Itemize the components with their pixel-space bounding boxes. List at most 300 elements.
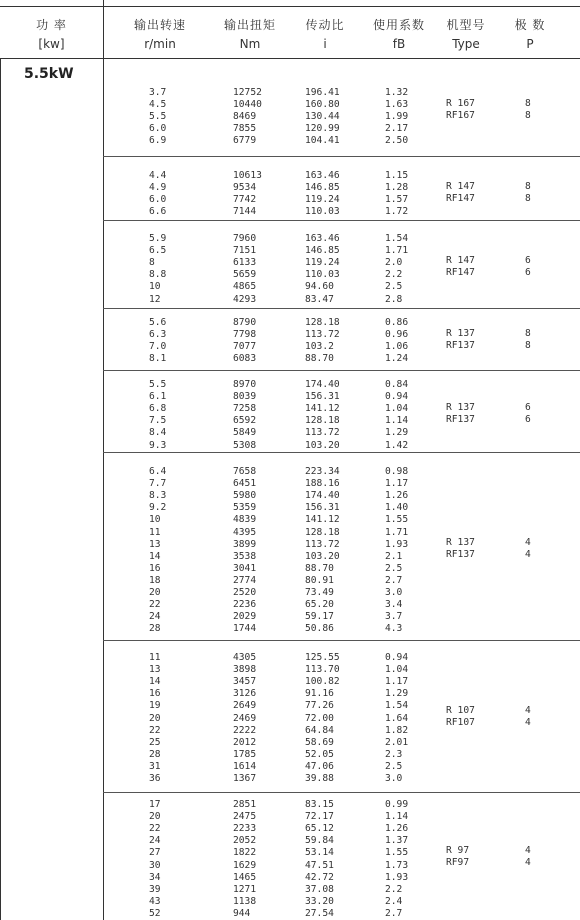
cell-fb: 1.72 [385, 206, 409, 218]
cell-speed: 31 [149, 760, 161, 772]
cell-poles: 4 [525, 549, 531, 561]
cell-fb: 1.55 [385, 514, 409, 526]
cell-torque: 2052 [233, 835, 257, 847]
cell-fb: 1.54 [385, 700, 409, 712]
cell-ratio: 120.99 [305, 123, 340, 135]
cell-speed: 20 [149, 811, 161, 823]
cell-ratio: 72.17 [305, 811, 334, 823]
cell-fb: 3.7 [385, 611, 403, 623]
cell-type: RF137 [446, 340, 475, 352]
cell-torque: 10440 [233, 99, 262, 111]
cell-poles: 4 [525, 717, 531, 729]
power-column-divider [103, 0, 104, 920]
cell-poles: 4 [525, 705, 531, 716]
cell-fb: 2.5 [385, 562, 403, 574]
cell-ratio: 188.16 [305, 478, 340, 490]
cell-type: R 97 [446, 845, 470, 856]
cell-ratio: 83.47 [305, 293, 334, 305]
cell-fb: 1.93 [385, 538, 409, 550]
header-ratio [285, 0, 365, 58]
cell-speed: 11 [149, 652, 161, 663]
cell-torque: 7798 [233, 329, 257, 341]
cell-ratio: 128.18 [305, 526, 340, 538]
cell-ratio: 113.72 [305, 329, 340, 341]
cell-speed: 10 [149, 281, 161, 293]
cell-fb: 1.14 [385, 415, 409, 427]
cell-type: RF97 [446, 857, 470, 869]
cell-speed: 6.4 [149, 466, 167, 477]
cell-torque: 12752 [233, 87, 262, 98]
cell-fb: 1.24 [385, 353, 409, 365]
cell-fb: 2.2 [385, 269, 403, 281]
cell-torque: 5308 [233, 439, 257, 451]
cell-torque: 1271 [233, 883, 257, 895]
cell-type: RF147 [446, 193, 475, 205]
header-speed-unit: r/min [144, 37, 176, 51]
header-poles-unit: P [526, 37, 534, 51]
cell-ratio: 146.85 [305, 182, 340, 194]
cell-torque: 6592 [233, 415, 257, 427]
cell-speed: 9.3 [149, 439, 167, 451]
cell-speed: 52 [149, 907, 161, 919]
cell-speed: 11 [149, 526, 161, 538]
cell-speed: 17 [149, 799, 161, 810]
cell-torque: 2233 [233, 823, 257, 835]
cell-poles: 6 [525, 255, 531, 266]
cell-speed: 22 [149, 724, 161, 736]
header-speed [120, 0, 200, 58]
cell-torque: 5659 [233, 269, 257, 281]
cell-ratio: 64.84 [305, 724, 334, 736]
cell-poles: 6 [525, 402, 531, 413]
cell-type: RF107 [446, 717, 475, 729]
header-torque-label: 输出扭矩 [223, 18, 276, 32]
cell-ratio: 80.91 [305, 574, 334, 586]
header-type [427, 0, 505, 58]
cell-ratio: 37.08 [305, 883, 334, 895]
cell-speed: 4.5 [149, 99, 167, 111]
cell-fb: 1.71 [385, 526, 409, 538]
cell-speed: 7.0 [149, 341, 167, 353]
cell-fb: 1.57 [385, 194, 409, 206]
cell-speed: 16 [149, 688, 161, 700]
cell-fb: 1.55 [385, 847, 409, 859]
cell-torque: 4395 [233, 526, 257, 538]
cell-fb: 3.0 [385, 773, 403, 784]
cell-ratio: 141.12 [305, 403, 340, 415]
cell-ratio: 113.70 [305, 664, 340, 676]
cell-speed: 4.9 [149, 182, 167, 194]
cell-ratio: 196.41 [305, 87, 340, 98]
cell-fb: 1.04 [385, 403, 409, 415]
cell-fb: 1.54 [385, 233, 409, 244]
cell-torque: 3898 [233, 664, 257, 676]
cell-ratio: 72.00 [305, 712, 334, 724]
cell-speed: 14 [149, 676, 161, 688]
cell-fb: 2.4 [385, 895, 403, 907]
group-separator [103, 156, 580, 157]
cell-type: R 147 [446, 255, 475, 266]
cell-fb: 2.5 [385, 281, 403, 293]
cell-speed: 7.7 [149, 478, 167, 490]
cell-torque: 6133 [233, 257, 257, 269]
cell-torque: 7855 [233, 123, 257, 135]
power-value: 5.5kW [24, 66, 74, 82]
cell-fb: 0.96 [385, 329, 409, 341]
cell-poles: 6 [525, 267, 531, 279]
cell-torque: 5359 [233, 502, 257, 514]
cell-ratio: 146.85 [305, 245, 340, 257]
cell-poles: 6 [525, 414, 531, 426]
cell-fb: 1.63 [385, 99, 409, 111]
cell-torque: 4305 [233, 652, 257, 663]
header-bottom-rule [0, 58, 580, 59]
cell-type: RF137 [446, 414, 475, 426]
cell-speed: 16 [149, 562, 161, 574]
cell-torque: 7144 [233, 206, 257, 218]
cell-fb: 1.37 [385, 835, 409, 847]
cell-poles: 4 [525, 537, 531, 548]
cell-poles: 8 [525, 340, 531, 352]
cell-ratio: 104.41 [305, 135, 340, 147]
cell-torque: 1744 [233, 623, 257, 635]
cell-ratio: 47.51 [305, 859, 334, 871]
cell-fb: 1.64 [385, 712, 409, 724]
cell-speed: 19 [149, 700, 161, 712]
cell-fb: 2.17 [385, 123, 409, 135]
cell-ratio: 88.70 [305, 562, 334, 574]
cell-ratio: 103.2 [305, 341, 334, 353]
cell-speed: 4.4 [149, 170, 167, 181]
cell-speed: 18 [149, 574, 161, 586]
cell-type: R 137 [446, 537, 475, 548]
cell-ratio: 163.46 [305, 170, 340, 181]
cell-speed: 6.8 [149, 403, 167, 415]
header-type-label: 机型号 [446, 18, 486, 32]
cell-speed: 28 [149, 623, 161, 635]
cell-torque: 10613 [233, 170, 262, 181]
cell-speed: 6.1 [149, 391, 167, 403]
cell-fb: 1.40 [385, 502, 409, 514]
cell-fb: 2.2 [385, 883, 403, 895]
group-separator [103, 220, 580, 221]
cell-ratio: 83.15 [305, 799, 334, 810]
cell-speed: 36 [149, 773, 161, 784]
cell-torque: 6451 [233, 478, 257, 490]
cell-ratio: 130.44 [305, 111, 340, 123]
cell-ratio: 53.14 [305, 847, 334, 859]
cell-torque: 1822 [233, 847, 257, 859]
header-poles-label: 极 数 [514, 18, 546, 32]
header-factor-label: 使用系数 [372, 18, 425, 32]
cell-speed: 8.1 [149, 353, 167, 365]
cell-speed: 8 [149, 257, 155, 269]
cell-torque: 1465 [233, 871, 257, 883]
cell-speed: 5.6 [149, 317, 167, 328]
cell-fb: 3.0 [385, 587, 403, 598]
cell-poles: 8 [525, 328, 531, 339]
group-separator [103, 452, 580, 453]
cell-ratio: 33.20 [305, 895, 334, 907]
cell-poles: 4 [525, 845, 531, 856]
header-ratio-unit: i [323, 37, 327, 51]
cell-torque: 6083 [233, 353, 257, 365]
cell-torque: 4865 [233, 281, 257, 293]
cell-speed: 8.8 [149, 269, 167, 281]
cell-torque: 8469 [233, 111, 257, 123]
cell-torque: 2012 [233, 736, 257, 748]
cell-torque: 7960 [233, 233, 257, 244]
cell-speed: 10 [149, 514, 161, 526]
cell-speed: 39 [149, 883, 161, 895]
cell-torque: 7077 [233, 341, 257, 353]
cell-poles: 8 [525, 98, 531, 109]
cell-ratio: 50.86 [305, 623, 334, 635]
cell-ratio: 119.24 [305, 194, 340, 206]
cell-fb: 2.50 [385, 135, 409, 147]
cell-ratio: 47.06 [305, 760, 334, 772]
group-separator [103, 308, 580, 309]
cell-torque: 1614 [233, 760, 257, 772]
cell-fb: 1.71 [385, 245, 409, 257]
cell-speed: 5.5 [149, 111, 167, 123]
cell-type: RF147 [446, 267, 475, 279]
cell-ratio: 73.49 [305, 587, 334, 598]
cell-ratio: 141.12 [305, 514, 340, 526]
cell-fb: 4.3 [385, 623, 403, 635]
cell-fb: 1.93 [385, 871, 409, 883]
cell-ratio: 77.26 [305, 700, 334, 712]
cell-torque: 3899 [233, 538, 257, 550]
cell-ratio: 128.18 [305, 415, 340, 427]
header-factor-unit: fB [392, 37, 406, 51]
header-power-unit: [kw] [38, 37, 65, 51]
cell-fb: 1.17 [385, 478, 409, 490]
table-header [0, 0, 580, 58]
cell-speed: 3.7 [149, 87, 167, 98]
cell-speed: 6.9 [149, 135, 167, 147]
cell-fb: 2.01 [385, 736, 409, 748]
group-separator [103, 370, 580, 371]
cell-fb: 2.8 [385, 293, 403, 305]
cell-fb: 0.98 [385, 466, 409, 477]
cell-torque: 1629 [233, 859, 257, 871]
cell-speed: 34 [149, 871, 161, 883]
cell-ratio: 58.69 [305, 736, 334, 748]
cell-ratio: 110.03 [305, 206, 340, 218]
cell-fb: 1.28 [385, 182, 409, 194]
cell-fb: 2.5 [385, 760, 403, 772]
table-top-rule [0, 6, 580, 7]
cell-fb: 2.1 [385, 550, 403, 562]
cell-torque: 2649 [233, 700, 257, 712]
cell-poles: 8 [525, 193, 531, 205]
cell-speed: 43 [149, 895, 161, 907]
cell-speed: 28 [149, 748, 161, 760]
cell-fb: 0.94 [385, 652, 409, 663]
cell-speed: 5.9 [149, 233, 167, 244]
cell-torque: 7742 [233, 194, 257, 206]
cell-ratio: 94.60 [305, 281, 334, 293]
cell-speed: 25 [149, 736, 161, 748]
cell-torque: 2236 [233, 599, 257, 611]
cell-fb: 2.3 [385, 748, 403, 760]
cell-fb: 1.17 [385, 676, 409, 688]
cell-speed: 13 [149, 664, 161, 676]
cell-torque: 2520 [233, 587, 257, 598]
cell-torque: 7258 [233, 403, 257, 415]
cell-type: RF137 [446, 549, 475, 561]
cell-torque: 4839 [233, 514, 257, 526]
cell-torque: 944 [233, 907, 251, 919]
cell-torque: 5980 [233, 490, 257, 502]
cell-torque: 2029 [233, 611, 257, 623]
cell-torque: 7151 [233, 245, 257, 257]
cell-fb: 1.32 [385, 87, 409, 98]
cell-speed: 30 [149, 859, 161, 871]
cell-torque: 8970 [233, 379, 257, 390]
cell-ratio: 125.55 [305, 652, 340, 663]
cell-speed: 12 [149, 293, 161, 305]
cell-speed: 27 [149, 847, 161, 859]
cell-poles: 8 [525, 181, 531, 192]
cell-fb: 1.04 [385, 664, 409, 676]
cell-speed: 8.4 [149, 427, 167, 439]
cell-ratio: 223.34 [305, 466, 340, 477]
cell-speed: 8.3 [149, 490, 167, 502]
header-power-label: 功 率 [36, 18, 67, 32]
cell-fb: 1.26 [385, 823, 409, 835]
cell-ratio: 156.31 [305, 391, 340, 403]
cell-fb: 1.06 [385, 341, 409, 353]
cell-ratio: 39.88 [305, 773, 334, 784]
cell-torque: 6779 [233, 135, 257, 147]
cell-speed: 20 [149, 587, 161, 598]
cell-type: R 167 [446, 98, 475, 109]
cell-fb: 0.94 [385, 391, 409, 403]
cell-fb: 1.99 [385, 111, 409, 123]
cell-fb: 1.42 [385, 439, 409, 451]
cell-fb: 1.26 [385, 490, 409, 502]
cell-torque: 2475 [233, 811, 257, 823]
cell-ratio: 110.03 [305, 269, 340, 281]
cell-ratio: 174.40 [305, 490, 340, 502]
cell-poles: 8 [525, 110, 531, 122]
cell-speed: 6.3 [149, 329, 167, 341]
cell-ratio: 119.24 [305, 257, 340, 269]
cell-ratio: 163.46 [305, 233, 340, 244]
cell-torque: 8039 [233, 391, 257, 403]
cell-type: RF167 [446, 110, 475, 122]
cell-fb: 2.7 [385, 574, 403, 586]
cell-torque: 1785 [233, 748, 257, 760]
header-poles [495, 0, 565, 58]
cell-fb: 1.14 [385, 811, 409, 823]
cell-torque: 8790 [233, 317, 257, 328]
cell-ratio: 100.82 [305, 676, 340, 688]
group-separator [103, 640, 580, 641]
header-speed-label: 输出转速 [133, 18, 186, 32]
cell-ratio: 103.20 [305, 550, 340, 562]
cell-fb: 1.73 [385, 859, 409, 871]
cell-speed: 6.0 [149, 123, 167, 135]
cell-speed: 24 [149, 611, 161, 623]
table-left-border [0, 58, 1, 920]
cell-torque: 2222 [233, 724, 257, 736]
cell-speed: 24 [149, 835, 161, 847]
cell-torque: 2851 [233, 799, 257, 810]
cell-poles: 4 [525, 857, 531, 869]
cell-type: R 107 [446, 705, 475, 716]
cell-fb: 1.29 [385, 427, 409, 439]
cell-speed: 6.0 [149, 194, 167, 206]
cell-fb: 1.82 [385, 724, 409, 736]
cell-torque: 1138 [233, 895, 257, 907]
cell-ratio: 103.20 [305, 439, 340, 451]
cell-fb: 2.7 [385, 907, 403, 919]
cell-ratio: 27.54 [305, 907, 334, 919]
cell-torque: 9534 [233, 182, 257, 194]
cell-torque: 7658 [233, 466, 257, 477]
cell-ratio: 160.80 [305, 99, 340, 111]
cell-ratio: 52.05 [305, 748, 334, 760]
cell-type: R 137 [446, 402, 475, 413]
cell-speed: 13 [149, 538, 161, 550]
cell-speed: 6.6 [149, 206, 167, 218]
cell-speed: 22 [149, 599, 161, 611]
cell-torque: 3457 [233, 676, 257, 688]
cell-type: R 137 [446, 328, 475, 339]
cell-torque: 2469 [233, 712, 257, 724]
cell-fb: 0.86 [385, 317, 409, 328]
cell-speed: 9.2 [149, 502, 167, 514]
cell-torque: 3041 [233, 562, 257, 574]
header-torque-unit: Nm [239, 37, 261, 51]
cell-fb: 1.15 [385, 170, 409, 181]
cell-type: R 147 [446, 181, 475, 192]
cell-ratio: 128.18 [305, 317, 340, 328]
cell-fb: 3.4 [385, 599, 403, 611]
cell-ratio: 65.12 [305, 823, 334, 835]
cell-ratio: 42.72 [305, 871, 334, 883]
cell-ratio: 174.40 [305, 379, 340, 390]
cell-speed: 6.5 [149, 245, 167, 257]
cell-ratio: 91.16 [305, 688, 334, 700]
cell-speed: 7.5 [149, 415, 167, 427]
header-torque [210, 0, 290, 58]
cell-ratio: 59.17 [305, 611, 334, 623]
cell-fb: 2.0 [385, 257, 403, 269]
cell-torque: 1367 [233, 773, 257, 784]
cell-fb: 0.84 [385, 379, 409, 390]
cell-speed: 5.5 [149, 379, 167, 390]
cell-fb: 1.29 [385, 688, 409, 700]
cell-ratio: 59.84 [305, 835, 334, 847]
header-ratio-label: 传动比 [305, 18, 345, 32]
cell-speed: 22 [149, 823, 161, 835]
cell-speed: 20 [149, 712, 161, 724]
cell-torque: 3538 [233, 550, 257, 562]
header-type-unit: Type [452, 37, 480, 51]
cell-ratio: 88.70 [305, 353, 334, 365]
group-separator [103, 792, 580, 793]
cell-torque: 5849 [233, 427, 257, 439]
header-power [0, 0, 103, 58]
cell-ratio: 65.20 [305, 599, 334, 611]
cell-torque: 3126 [233, 688, 257, 700]
cell-torque: 4293 [233, 293, 257, 305]
cell-speed: 14 [149, 550, 161, 562]
